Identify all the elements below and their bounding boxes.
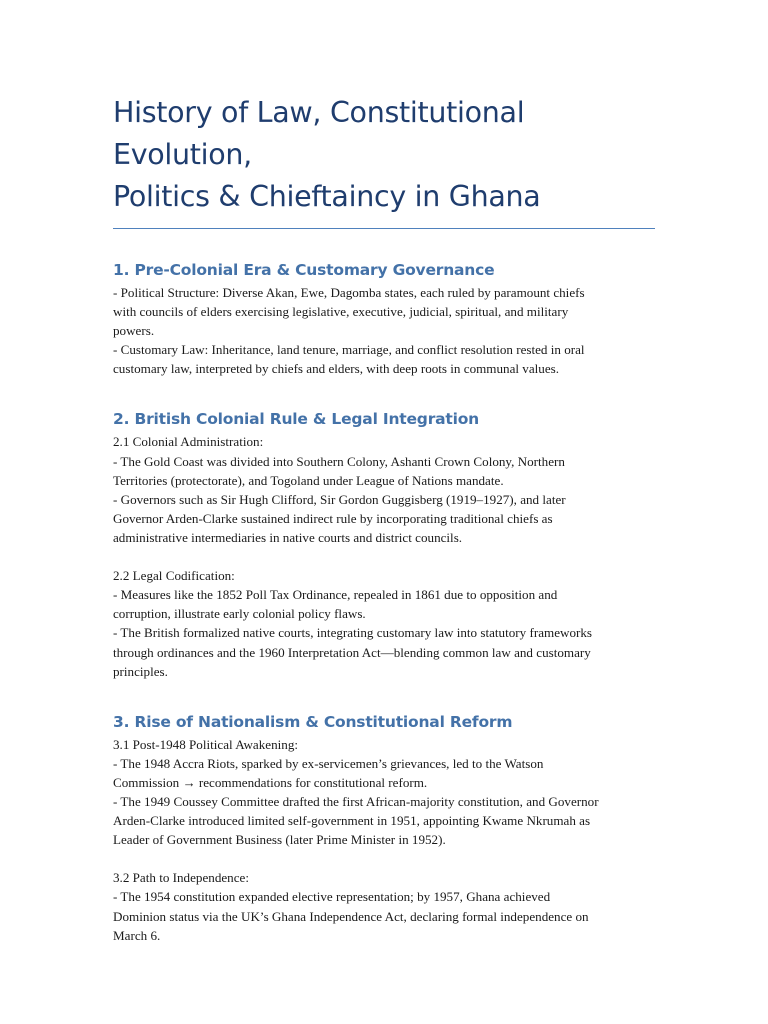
body-text-line: March 6. [113, 927, 161, 943]
paragraph-gap [113, 547, 655, 566]
body-text-line: - Political Structure: Diverse Akan, Ewe, Dagomba states, each ruled by paramount chiefs [113, 285, 585, 300]
section-body [113, 432, 655, 680]
body-text-line: - The 1948 Accra Riots, sparked by ex-servicemen’s grievances, led to the Watson [113, 755, 544, 771]
body-text-line: Territories (protectorate), and Togoland under League of Nations mandate. [113, 472, 504, 488]
body-text-line: Commission → recommendations for constitutional reform. [113, 774, 428, 790]
document-page [113, 92, 655, 945]
body-text-line: principles. [113, 663, 168, 679]
section-heading: 3. Rise of Nationalism & Constitutional Reform [113, 712, 513, 731]
body-text-line: customary law, interpreted by chiefs and elders, with deep roots in communal values. [113, 361, 560, 377]
section-heading: 1. Pre-Colonial Era & Customary Governance [113, 261, 495, 279]
body-text-line: with councils of elders exercising legislative, executive, judicial, spiritual, and military [113, 304, 569, 320]
body-text-line: - The Gold Coast was divided into Southern Colony, Ashanti Crown Colony, Northern [113, 453, 565, 469]
body-text-line: 3.2 Path to Independence: [113, 870, 249, 886]
section-body [113, 735, 655, 945]
body-text-line: 2.2 Legal Codification: [113, 568, 235, 584]
section-body [113, 283, 655, 378]
body-text-line: - The 1949 Coussey Committee drafted the first African-majority constitution, and Governor [113, 793, 599, 809]
body-text-line: - Governors such as Sir Hugh Clifford, Sir Gordon Guggisberg (1919–1927), and later [113, 491, 566, 507]
body-text-line: - Customary Law: Inheritance, land tenure, marriage, and conflict resolution rested in oral [113, 342, 585, 358]
body-text-line: Governor Arden-Clarke sustained indirect rule by incorporating traditional chiefs as [113, 510, 553, 526]
body-text-line: Arden-Clarke introduced limited self-government in 1951, appointing Kwame Nkrumah as [113, 813, 591, 829]
title-underline [113, 228, 655, 229]
body-text-line: 2.1 Colonial Administration: [113, 434, 264, 450]
body-text-line: Leader of Government Business (later Prime Minister in 1952). [113, 832, 446, 848]
section-heading: 2. British Colonial Rule & Legal Integration [113, 410, 480, 429]
body-text-line: powers. [113, 323, 155, 339]
body-text-line: through ordinances and the 1960 Interpretation Act—blending common law and customary [113, 644, 591, 660]
body-text-line: corruption, illustrate early colonial policy flaws. [113, 606, 366, 622]
body-text-line: - The 1954 constitution expanded elective representation; by 1957, Ghana achieved [113, 889, 551, 905]
paragraph-gap [113, 849, 655, 868]
body-text-line: Dominion status via the UK’s Ghana Independence Act, declaring formal independence on [113, 908, 589, 924]
body-text-line: 3.1 Post-1948 Political Awakening: [113, 736, 299, 752]
body-text-line: administrative intermediaries in native courts and district councils. [113, 529, 463, 545]
document-title [113, 92, 655, 218]
title-line: History of Law, Constitutional Evolution, [113, 96, 525, 171]
body-text-line: - The British formalized native courts, integrating customary law into statutory frameworks [113, 625, 593, 641]
title-line: Politics & Chieftaincy in Ghana [113, 180, 541, 213]
body-text-line: - Measures like the 1852 Poll Tax Ordinance, repealed in 1861 due to opposition and [113, 587, 558, 603]
